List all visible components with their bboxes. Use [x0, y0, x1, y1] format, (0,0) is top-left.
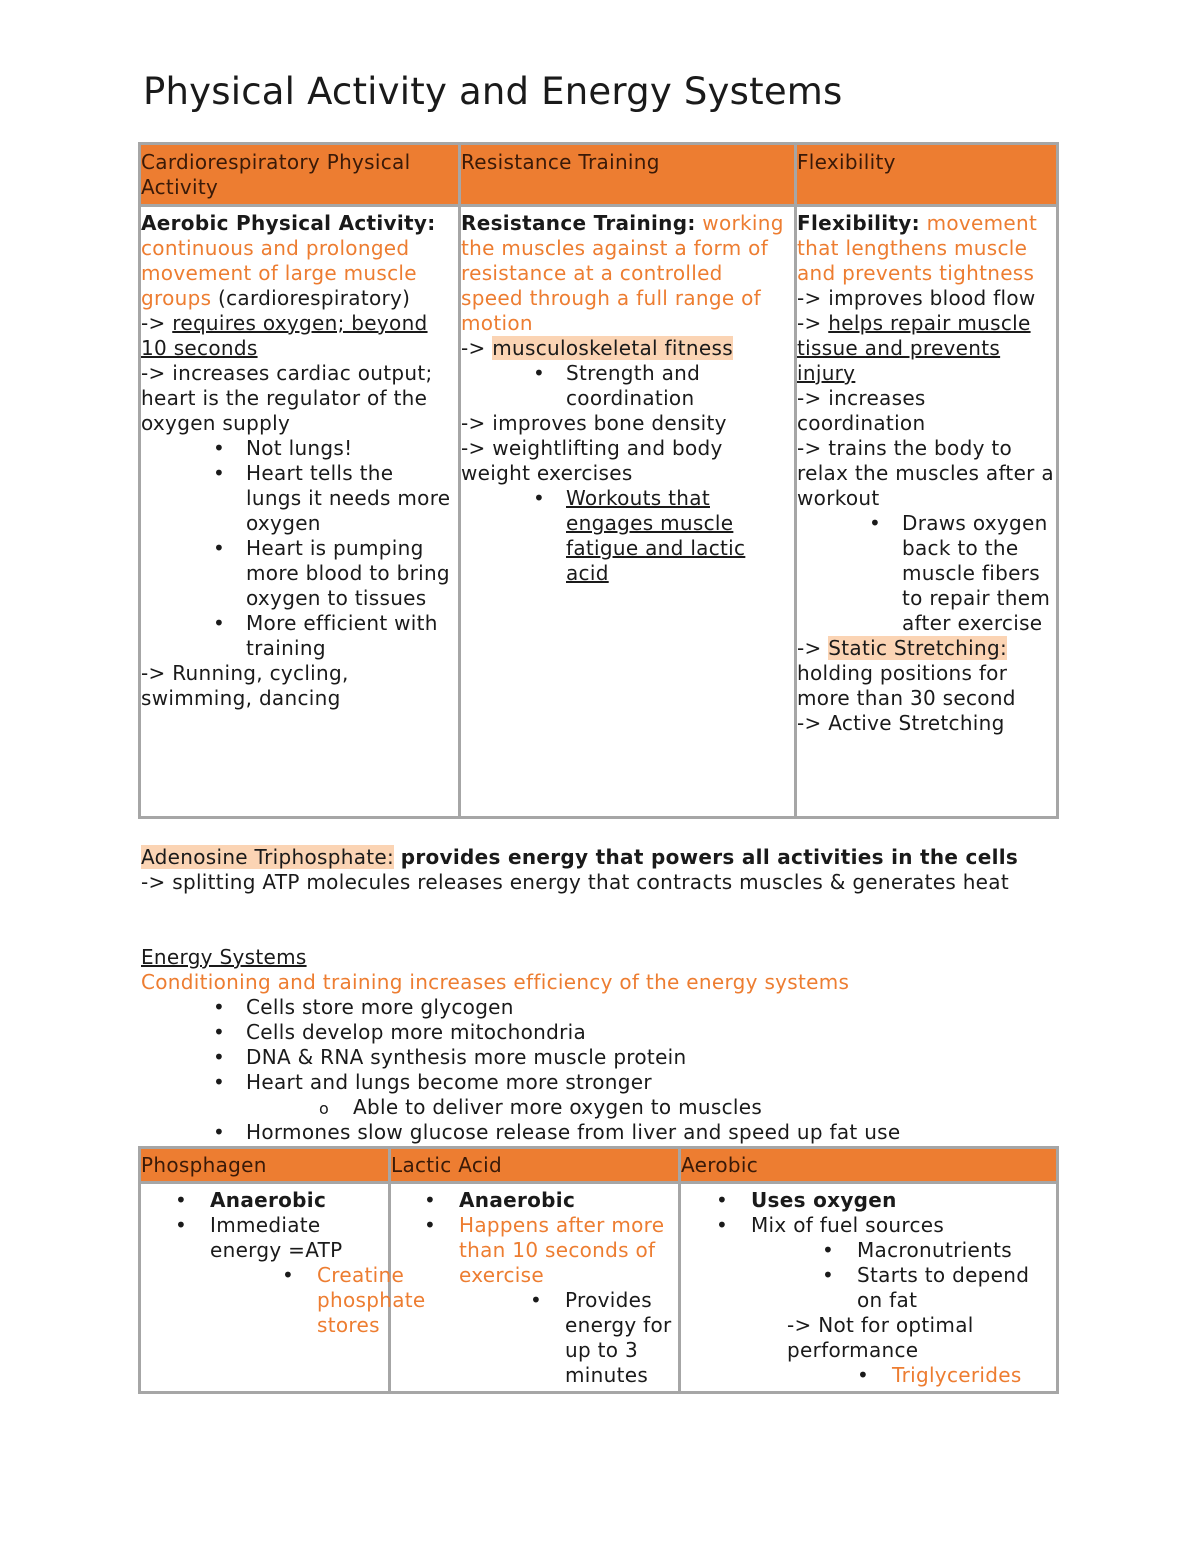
energy-heading: Energy Systems [141, 945, 307, 969]
aerobic-cell [680, 1183, 1058, 1393]
list-item: • Mix of fuel sources [681, 1213, 1056, 1238]
flex-repair-line: -> helps repair muscle tissue and prevents injury [797, 311, 1031, 385]
list-item: • Macronutrients [681, 1238, 1056, 1263]
header-cardio: Cardiorespiratory Physical Activity [140, 144, 460, 206]
atp-definition: Adenosine Triphosphate: provides energy that powers all activities in the cells [141, 845, 1019, 869]
phosphagen-cell [140, 1183, 426, 1393]
aerobic-note: -> Not for optimal performance [787, 1313, 974, 1362]
list-item: • Triglycerides [681, 1363, 1056, 1388]
list-item: • Hormones slow glucose release from liver and speed up fat use [141, 1120, 1071, 1145]
energy-bullets [141, 995, 1071, 1145]
aerobic-bullets-2 [681, 1363, 1056, 1388]
header-aerobic: Aerobic [680, 1148, 1058, 1183]
flex-active-line: -> Active Stretching [797, 711, 1005, 735]
list-item: • Draws oxygen back to the muscle fibers to repair them after exercise [797, 511, 1056, 636]
header-lactic-acid: Lactic Acid [390, 1148, 680, 1183]
atp-line: -> splitting ATP molecules releases energy that contracts muscles & generates heat [141, 870, 1009, 894]
flex-relax-line: -> trains the body to relax the muscles after a workout [797, 436, 1054, 510]
aerobic-bullets [681, 1188, 1056, 1313]
flexibility-cell [796, 206, 1058, 818]
cardio-examples-line: -> Running, cycling, swimming, dancing [141, 661, 349, 710]
energy-subheading: Conditioning and training increases efficiency of the energy systems [141, 970, 850, 994]
list-item: • Anaerobic [391, 1188, 678, 1213]
list-item: • Starts to depend on fat [681, 1263, 1056, 1313]
resistance-fitness-line: -> musculoskeletal fitness [461, 336, 733, 360]
energy-systems-table [138, 1146, 1059, 1394]
header-resistance: Resistance Training [460, 144, 796, 206]
cardio-output-line: -> increases cardiac output; heart is the regulator of the oxygen supply [141, 361, 433, 435]
list-item: • Heart and lungs become more stronger [141, 1070, 1071, 1095]
cardio-bullets [141, 436, 454, 661]
list-item: • More efficient with training [141, 611, 454, 661]
list-item: • DNA & RNA synthesis more muscle protein [141, 1045, 1071, 1070]
list-item: • Strength and coordination [461, 361, 790, 411]
header-phosphagen: Phosphagen [140, 1148, 390, 1183]
flex-static-line: -> Static Stretching: holding positions for more than 30 second [797, 636, 1016, 710]
list-item: • Anaerobic [141, 1188, 388, 1213]
page-title: Physical Activity and Energy Systems [143, 70, 843, 113]
header-flexibility: Flexibility [796, 144, 1058, 206]
atp-section [141, 845, 1041, 895]
flexibility-definition: Flexibility: movement that lengthens muscle and prevents tightness [797, 211, 1038, 285]
list-item: • Immediate energy =ATP [141, 1213, 388, 1263]
list-item: • Heart is pumping more blood to bring oxygen to tissues [141, 536, 454, 611]
flex-bullets [797, 511, 1056, 636]
list-item: • Cells store more glycogen [141, 995, 1071, 1020]
flex-blood-line: -> improves blood flow [797, 286, 1036, 310]
list-item: • Provides energy for up to 3 minutes [391, 1288, 678, 1388]
list-item: • Workouts that engages muscle fatigue and lactic acid [461, 486, 790, 586]
list-item: • Creatine phosphate stores [141, 1263, 388, 1338]
cardio-definition: Aerobic Physical Activity: continuous and prolonged movement of large muscle groups (cardiorespiratory) [141, 211, 436, 310]
resistance-bone-line: -> improves bone density [461, 411, 727, 435]
list-item: • Cells develop more mitochondria [141, 1020, 1071, 1045]
activity-table [138, 142, 1059, 819]
lactic-bullets [391, 1188, 678, 1388]
resistance-definition: Resistance Training: working the muscles against a form of resistance at a controlled speed through a full range of motion [461, 211, 784, 335]
lactic-acid-cell [390, 1183, 680, 1393]
resistance-weight-line: -> weightlifting and body weight exercises [461, 436, 723, 485]
list-item: • Happens after more than 10 seconds of exercise [391, 1213, 678, 1288]
cardio-oxygen-line: -> requires oxygen; beyond 10 seconds [141, 311, 428, 360]
cardio-cell [140, 206, 460, 818]
flex-coordination-line: -> increases coordination [797, 386, 926, 435]
list-item: • Not lungs! [141, 436, 454, 461]
resistance-bullets-2 [461, 486, 790, 586]
resistance-cell [460, 206, 796, 818]
list-item: • Heart tells the lungs it needs more oxygen [141, 461, 454, 536]
list-item: • Uses oxygen [681, 1188, 1056, 1213]
energy-section [141, 945, 1071, 1145]
phosphagen-bullets [141, 1188, 426, 1338]
list-item: o Able to deliver more oxygen to muscles [141, 1095, 1071, 1120]
resistance-bullets-1 [461, 361, 790, 411]
